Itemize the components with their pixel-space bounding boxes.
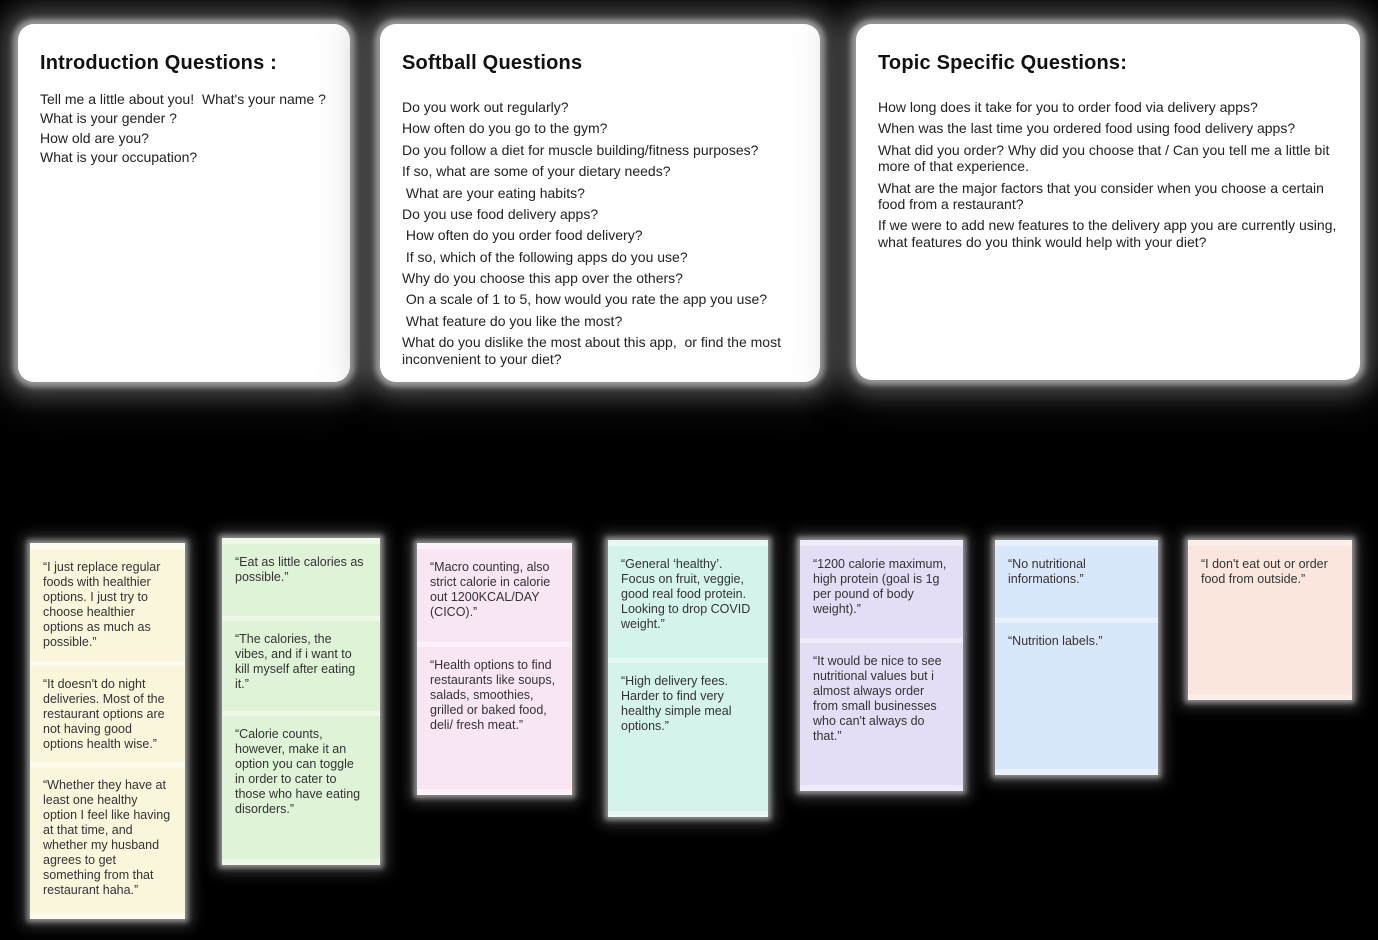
sticky-note[interactable]: “Calorie counts, however, make it an option you can toggle in order to cater to those who have eating disorders.”: [222, 716, 380, 859]
question-text: Do you use food delivery apps?: [402, 205, 599, 222]
question-text: How often do you order food delivery?: [402, 227, 643, 244]
question-text: What feature do you like the most?: [402, 312, 623, 329]
question-text: Do you follow a diet for muscle building/fitness purposes?: [402, 141, 759, 158]
sticky-group-peach: [1188, 540, 1352, 700]
question-text: If so, which of the following apps do you use?: [402, 248, 688, 265]
sticky-note[interactable]: “Macro counting, also strict calorie in calorie out 1200KCAL/DAY (CICO).”: [417, 549, 572, 642]
sticky-note[interactable]: “High delivery fees. Harder to find very healthy simple meal options.”: [608, 663, 768, 811]
question-text: What are your eating habits?: [402, 184, 585, 201]
question-text: How old are you?: [40, 129, 149, 146]
question-text: What do you dislike the most about this app, or find the most inconvenient to your diet?: [402, 334, 785, 367]
question-text: Do you work out regularly?: [402, 99, 569, 115]
sticky-note[interactable]: “It doesn't do night deliveries. Most of the restaurant options are not having good options health wise.”: [30, 666, 185, 762]
question-text: When was the last time you ordered food using food delivery apps?: [878, 120, 1296, 137]
card-softball-questions[interactable]: [380, 24, 820, 382]
question-text: If so, what are some of your dietary needs?: [402, 163, 671, 180]
sticky-note[interactable]: “No nutritional informations.”: [995, 546, 1158, 618]
question-text: What did you order? Why did you choose that / Can you tell me a little bit more of that experience.: [878, 141, 1338, 175]
sticky-note[interactable]: “Nutrition labels.”: [995, 623, 1158, 769]
sticky-note[interactable]: “Health options to find restaurants like soups, salads, smoothies, grilled or baked food, deli/ fresh meat.”: [417, 647, 572, 789]
question-text: On a scale of 1 to 5, how would you rate the app you use?: [402, 291, 768, 308]
card-introduction-questions[interactable]: [18, 24, 350, 382]
question-text: If we were to add new features to the delivery app you are currently using, what features do you think would help with your diet?: [878, 217, 1341, 250]
sticky-group-teal: [608, 540, 768, 817]
card-title: Softball Questions: [402, 52, 583, 74]
sticky-note[interactable]: “Eat as little calories as possible.”: [222, 544, 380, 616]
sticky-group-pink: [417, 543, 572, 795]
question-text: What is your occupation?: [40, 149, 198, 166]
sticky-group-blue: [995, 540, 1158, 775]
sticky-group-green: [222, 538, 380, 865]
card-topic-specific-questions[interactable]: [856, 24, 1360, 380]
sticky-group-yellow: [30, 543, 185, 919]
sticky-note[interactable]: “It would be nice to see nutritional values but i almost always order from small businesses who can't always do that.”: [800, 643, 963, 785]
question-text: What is your gender ?: [40, 110, 177, 127]
sticky-note[interactable]: “1200 calorie maximum, high protein (goal is 1g per pound of body weight).”: [800, 546, 963, 638]
card-title: Introduction Questions :: [40, 52, 278, 74]
question-text: How long does it take for you to order food via delivery apps?: [878, 99, 1258, 115]
question-text: What are the major factors that you consider when you choose a certain food from a restaurant?: [878, 179, 1328, 212]
sticky-group-purple: [800, 540, 963, 791]
sticky-note[interactable]: “I don't eat out or order food from outside.”: [1188, 546, 1352, 694]
question-text: Why do you choose this app over the others?: [402, 270, 683, 286]
sticky-note[interactable]: “The calories, the vibes, and if i want to kill myself after eating it.”: [222, 621, 380, 711]
sticky-note[interactable]: “Whether they have at least one healthy option I feel like having at that time, and whether my husband agrees to get something from that restaurant haha.”: [30, 767, 185, 913]
card-title: Topic Specific Questions:: [878, 52, 1128, 74]
sticky-note[interactable]: “I just replace regular foods with healthier options. I just try to choose healthier options as much as possible.”: [30, 549, 185, 661]
sticky-note[interactable]: “General ‘healthy’. Focus on fruit, veggie, good real food protein. Looking to drop COVID weight.”: [608, 546, 768, 658]
question-text: Tell me a little about you! What's your name ?: [40, 91, 326, 107]
question-text: How often do you go to the gym?: [402, 120, 608, 137]
